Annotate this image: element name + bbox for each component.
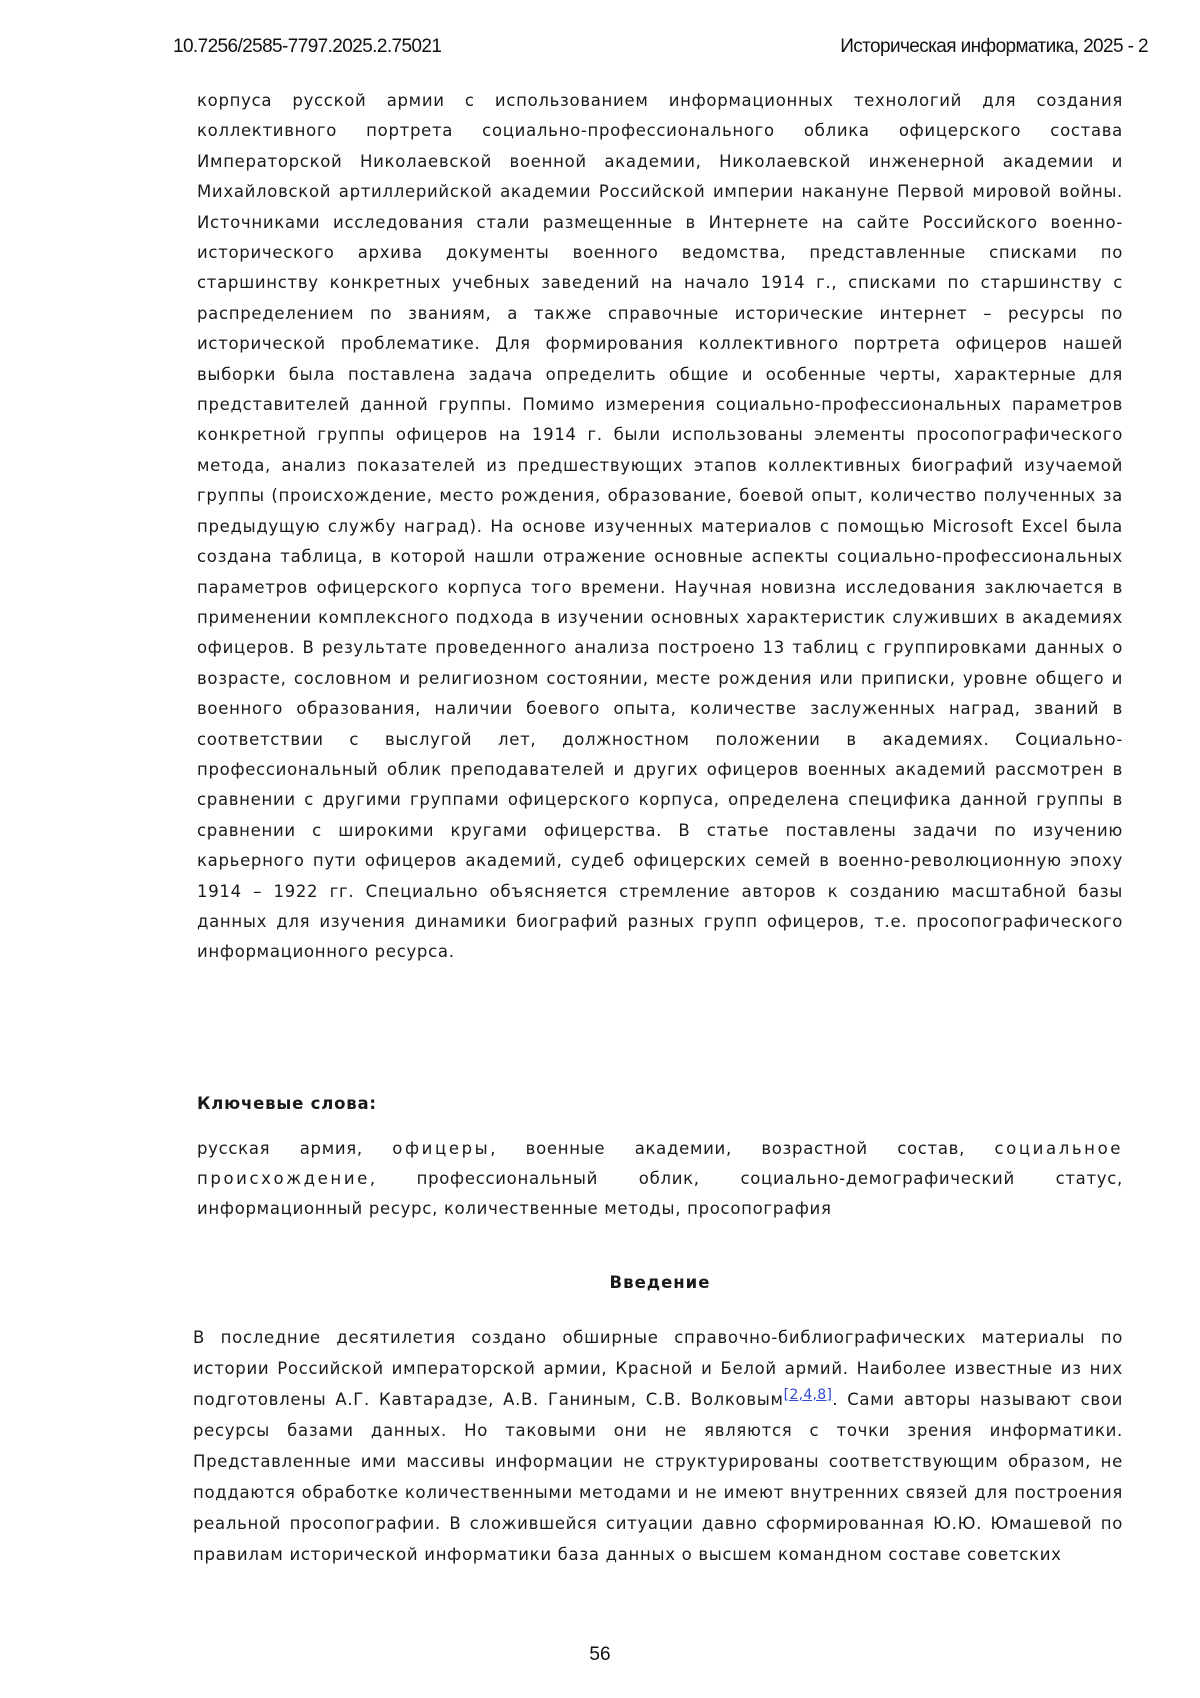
keyword: русская армия — [197, 1139, 357, 1158]
introduction-text: В последние десятилетия создано обширные справочно-библиографических материалы по истории Российской императорской армии, Красной и Белой армий. Наиболее известные из них подготовлены А.Г. Кавтарадзе, А.В. Ганиным, С.В. Волковым — [193, 1328, 1123, 1409]
keywords-heading: Ключевые слова: — [197, 1094, 377, 1113]
doi-header: 10.7256/2585-7797.2025.2.75021 — [173, 36, 442, 57]
journal-header: Историческая информатика, 2025 - 2 — [840, 36, 1148, 57]
keyword: просопография — [687, 1199, 832, 1218]
keyword: возрастной состав — [761, 1139, 960, 1158]
introduction-text-continued: . Сами авторы называют свои ресурсы базами данных. Но таковыми они не являются с точки зрения информатики. Представленные ими массивы информации не структурированы соответствующим образом, не поддаются обработке количественными методами и не имеют внутренних связей для построения реальной просопографии. В сложившейся ситуации давно сформированная Ю.Ю. Юмашевой по правилам исторической информатики база данных о высшем командном составе советских — [193, 1390, 1123, 1564]
introduction-paragraph — [193, 1322, 1123, 1570]
page-number: 56 — [589, 1644, 611, 1665]
citation-link[interactable]: [2,4,8] — [783, 1387, 833, 1403]
abstract-paragraph: корпуса русской армии с использованием информационных технологий для создания коллективного портрета социально-профессионального облика офицерского состава Императорской Николаевской военной академии, Николаевской инженерной академии и Михайловской артиллерийской академии Российской империи накануне Первой мировой войны. Источниками исследования стали размещенные в Интернете на сайте Российского военно-исторического архива документы военного ведомства, представленные списками по старшинству конкретных учебных заведений на начало 1914 г., списками по старшинству с распределением по званиям, а также справочные исторические интернет – ресурсы по исторической проблематике. Для формирования коллективного портрета офицеров нашей выборки была поставлена задача определить общие и особенные черты, характерные для представителей данной группы. Помимо измерения социально-профессиональных параметров конкретной группы офицеров на 1914 г. были использованы элементы просопографического метода, анализ показателей из предшествующих этапов коллективных биографий изучаемой группы (происхождение, место рождения, образование, боевой опыт, количество полученных за предыдущую службу наград). На основе изученных материалов с помощью Microsoft Excel была создана таблица, в которой нашли отражение основные аспекты социально-профессиональных параметров офицерского корпуса того времени. Научная новизна исследования заключается в применении комплексного подхода в изучении основных характеристик служивших в академиях офицеров. В результате проведенного анализа построено 13 таблиц с группировками данных о возрасте, сословном и религиозном состоянии, месте рождения или приписки, уровне общего и военного образования, наличии боевого опыта, количестве заслуженных наград, званий в соответствии с выслугой лет, должностном положении в академиях. Социально-профессиональный облик преподавателей и других офицеров военных академий рассмотрен в сравнении с другими группами офицерского корпуса, определена специфика данной группы в сравнении с широкими кругами офицерства. В статье поставлены задачи по изучению карьерного пути офицеров академий, судеб офицерских семей в военно-революционную эпоху 1914 – 1922 гг. Специально объясняется стремление авторов к созданию масштабной базы данных для изучения динамики биографий разных групп офицеров, т.е. просопографического информационного ресурса. — [197, 91, 1123, 962]
keyword: количественные методы — [443, 1199, 676, 1218]
keyword: военные академии — [525, 1139, 726, 1158]
keyword: профессиональный облик — [416, 1169, 694, 1188]
keyword: информационный ресурс — [197, 1199, 433, 1218]
keyword: социальное происхождение — [197, 1139, 1124, 1188]
introduction-heading: Введение — [609, 1273, 711, 1292]
keywords-list: русская армия, офицеры, военные академии, возрастной состав, социальное происхождение, профессиональный облик, социально-демографический статус, информационный ресурс, количественные методы, просопография — [197, 1139, 1124, 1218]
keyword: социально-демографический статус — [740, 1169, 1118, 1188]
keyword: офицеры — [392, 1139, 491, 1158]
